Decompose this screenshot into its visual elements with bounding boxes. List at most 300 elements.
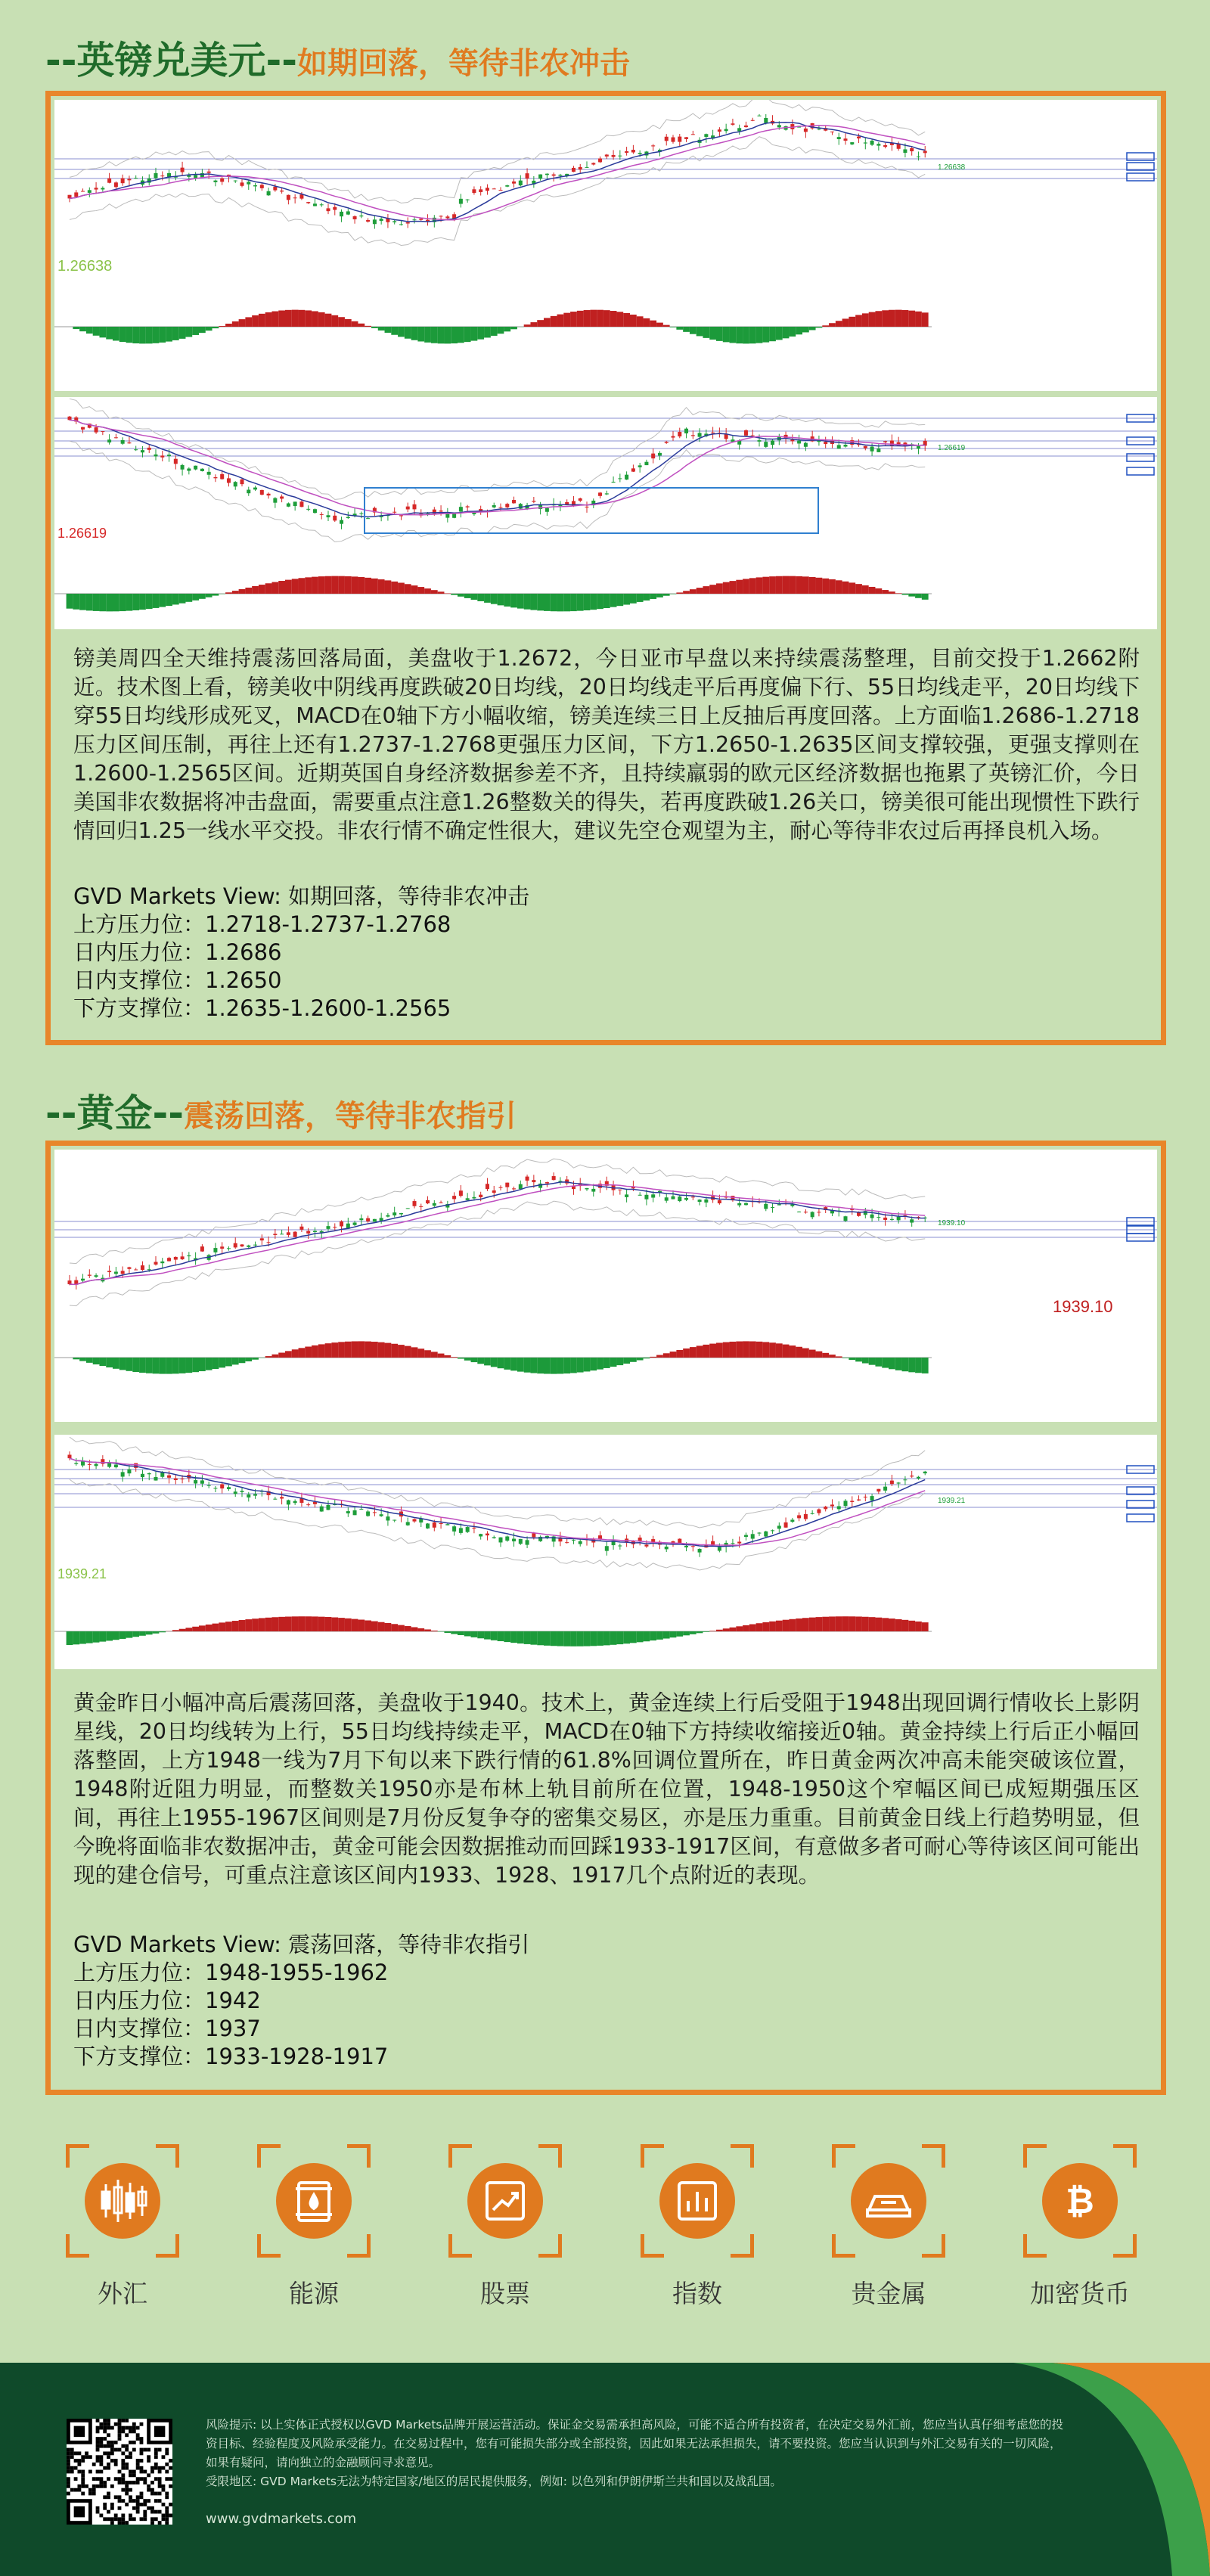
- candle: [505, 1535, 509, 1541]
- candle: [141, 1470, 144, 1482]
- candle: [771, 439, 774, 448]
- candle: [346, 209, 350, 215]
- candle: [121, 1266, 125, 1277]
- candle: [638, 1535, 642, 1546]
- candle: [638, 463, 642, 473]
- candle: [804, 127, 808, 138]
- view-title: GVD Markets View: 如期回落，等待非农冲击: [73, 883, 530, 909]
- bitcoin-icon: [1042, 2163, 1118, 2239]
- title-main: 英镑兑美元: [76, 39, 266, 82]
- candle: [731, 119, 734, 126]
- candle: [512, 178, 516, 188]
- candle: [910, 1471, 914, 1478]
- candle: [380, 1213, 383, 1224]
- candle: [426, 1196, 430, 1204]
- gold-chart-1: [54, 1150, 1157, 1422]
- candle: [552, 1172, 556, 1181]
- candle: [445, 1201, 449, 1212]
- candlestick-icon: [85, 2163, 160, 2239]
- candle: [631, 464, 635, 472]
- candle: [923, 1471, 927, 1476]
- candle: [240, 178, 244, 188]
- candle: [883, 143, 887, 148]
- candle: [154, 1256, 158, 1265]
- level-row: 日内支撑位：1937: [73, 2016, 261, 2041]
- category-label: 指数: [672, 2279, 722, 2308]
- candle: [824, 1506, 827, 1511]
- candle: [625, 1189, 628, 1203]
- candle: [644, 1190, 648, 1206]
- price-marker: 1.26619: [938, 444, 966, 452]
- candle: [181, 1252, 185, 1260]
- candle: [353, 216, 357, 224]
- candle: [857, 1495, 861, 1501]
- candle: [618, 1190, 622, 1195]
- candle: [313, 199, 317, 206]
- candle: [605, 491, 609, 495]
- candle: [526, 168, 529, 185]
- candle: [74, 1458, 78, 1466]
- price-label: 1.26619: [57, 526, 107, 541]
- candle: [234, 1488, 237, 1497]
- candle: [552, 172, 556, 182]
- candle: [141, 1262, 144, 1271]
- candle: [299, 1224, 303, 1232]
- candle: [691, 131, 695, 135]
- candle: [724, 428, 728, 442]
- candle: [287, 502, 290, 507]
- candle: [830, 1209, 834, 1216]
- candle: [127, 1267, 131, 1274]
- candle: [121, 437, 125, 445]
- candle: [353, 1507, 357, 1516]
- candle: [181, 464, 185, 475]
- candle: [107, 1265, 111, 1277]
- candle: [340, 209, 343, 222]
- candle: [684, 427, 688, 438]
- candle: [81, 1457, 85, 1468]
- category-precious-metals[interactable]: [828, 2144, 949, 2310]
- candle: [406, 503, 410, 513]
- candle: [731, 1196, 734, 1202]
- candle: [678, 428, 681, 439]
- candle: [273, 497, 277, 507]
- candle: [406, 217, 410, 228]
- candle: [737, 1197, 741, 1207]
- candle: [439, 1201, 443, 1204]
- candle: [406, 1208, 410, 1209]
- candle: [81, 188, 85, 191]
- candle: [777, 1200, 781, 1206]
- svg-text:₿: ₿: [1066, 2180, 1094, 2221]
- candle: [618, 151, 622, 160]
- candle: [95, 1463, 98, 1469]
- footer: [0, 2363, 1210, 2576]
- category-label: 加密货币: [1030, 2279, 1130, 2308]
- level-row: 日内压力位：1942: [73, 1988, 261, 2013]
- candle: [466, 1526, 470, 1533]
- candle: [293, 1231, 297, 1237]
- candle: [107, 1460, 111, 1469]
- candle: [519, 1539, 523, 1545]
- candle: [492, 188, 496, 190]
- candle: [678, 134, 681, 146]
- candle: [459, 502, 463, 517]
- candle: [704, 134, 708, 143]
- candle: [864, 1208, 867, 1218]
- candle: [392, 1519, 396, 1522]
- candle: [413, 1199, 417, 1208]
- category-indices[interactable]: [637, 2144, 758, 2310]
- candle: [598, 157, 602, 163]
- candle: [227, 1485, 231, 1491]
- candle: [174, 1474, 178, 1484]
- candle: [903, 1476, 907, 1485]
- candle: [373, 1219, 377, 1222]
- candle: [101, 431, 104, 435]
- candle: [333, 511, 337, 522]
- candle: [346, 1218, 350, 1229]
- candle: [883, 441, 887, 445]
- candle: [313, 1227, 317, 1238]
- candle: [724, 1191, 728, 1200]
- risk-warning-text: 风险提示: 以上实体正式授权以GVD Markets品牌开展运营活动。保证金交易需承担高风险，可能不适合所有投资者，在决定交易外汇前，您应当认真仔细考虑您的投资目标、经验程度及风险承受能力。在交易过程中，您有可能损失部分或全部投资，因此如果无法承担损失，请不要投资。您应当认识到与外汇交易有关的一切风险，如果有疑问，请向独立的金融顾问寻求意见。: [206, 2418, 1063, 2469]
- level-row: 日内压力位：1.2686: [73, 939, 282, 965]
- candle: [605, 1177, 609, 1190]
- candle: [890, 138, 894, 151]
- candle: [711, 427, 715, 439]
- candle: [777, 434, 781, 445]
- candle: [558, 1532, 562, 1546]
- candle: [545, 173, 549, 178]
- gold-view-block: [73, 1931, 1132, 2071]
- candle: [631, 145, 635, 154]
- candle: [154, 449, 158, 461]
- candle: [844, 1215, 848, 1221]
- level-row: 下方支撑位：1933-1928-1917: [73, 2044, 389, 2069]
- candle: [744, 1532, 748, 1540]
- candle: [399, 515, 403, 520]
- candle: [572, 1539, 576, 1544]
- level-row: 上方压力位：1948-1955-1962: [73, 1960, 389, 1985]
- candle: [499, 1185, 503, 1190]
- candle: [260, 183, 264, 191]
- candle: [280, 1230, 284, 1234]
- candle: [445, 1523, 449, 1525]
- risk-note: [206, 2416, 1068, 2491]
- candle: [651, 144, 655, 151]
- candle: [691, 430, 695, 439]
- candle: [160, 1258, 164, 1268]
- candle: [273, 184, 277, 192]
- candle: [579, 498, 582, 502]
- price-label: 1939.21: [57, 1566, 107, 1581]
- gbp-chart-1-svg: [54, 100, 1157, 391]
- candle: [452, 1192, 456, 1203]
- candle: [658, 451, 662, 460]
- category-forex[interactable]: [62, 2144, 183, 2310]
- candle: [890, 434, 894, 449]
- candle: [220, 1242, 224, 1254]
- candle: [200, 468, 204, 471]
- gold-chart-2: [54, 1435, 1157, 1669]
- price-label: 1939.10: [1053, 1297, 1113, 1316]
- category-stocks[interactable]: [445, 2144, 566, 2310]
- candle: [658, 148, 662, 156]
- candle: [618, 1544, 622, 1550]
- candle: [519, 1181, 523, 1190]
- candle: [327, 204, 330, 215]
- candle: [651, 448, 655, 464]
- candle: [804, 1209, 808, 1214]
- title-dash: --: [265, 39, 298, 82]
- candle: [313, 508, 317, 514]
- bar-index-icon: [659, 2163, 735, 2239]
- candle: [505, 503, 509, 510]
- candle: [711, 1535, 715, 1545]
- title-subtitle: 如期回落，等待非农冲击: [297, 46, 631, 81]
- candle: [127, 175, 131, 185]
- candle: [95, 1273, 98, 1277]
- oil-barrel-icon: [276, 2163, 352, 2239]
- candle: [267, 188, 271, 196]
- candle: [658, 1190, 662, 1196]
- candle: [147, 444, 151, 453]
- candle: [101, 1455, 104, 1466]
- candle: [386, 1213, 389, 1218]
- candle: [280, 495, 284, 502]
- candle: [505, 185, 509, 187]
- gold-chart-1-svg: [54, 1150, 1157, 1422]
- category-label: 能源: [289, 2279, 339, 2308]
- candle: [359, 511, 363, 518]
- price-marker: 1939.21: [938, 1497, 966, 1505]
- candle: [698, 137, 702, 147]
- candle: [392, 1207, 396, 1218]
- candle: [373, 216, 377, 228]
- candle: [605, 1541, 609, 1556]
- candle: [213, 1486, 217, 1492]
- category-label: 贵金属: [851, 2279, 926, 2308]
- candle: [744, 1203, 748, 1206]
- candle: [638, 1192, 642, 1196]
- candle: [572, 166, 576, 172]
- gbp-analysis-text: 镑美周四全天维持震荡回落局面，美盘收于1.2672，今日亚市早盘以来持续震荡整理，目前交投于1.2662附近。技术图上看，镑美收中阴线再度跌破20日均线，20日均线走平后再度偏下行、55日均线走平，20日均线下穿55日均线形成死叉，MACD在0轴下方小幅收缩，镑美连续三日上反抽后再度回落。上方面临1.2686-1.2718压力区间压制，再往上还有1.2737-1.2768更强压力区间，下方1.2650-1.2635区间支撑较强，更强支撑则在1.2600-1.2565区间。近期英国自身经济数据参差不齐，且持续羸弱的欧元区经济数据也拖累了英镑汇价，今日美国非农数据将冲击盘面，需要重点注意1.26整数关的得失，若再度跌破1.26关口，镑美很可能出现惯性下跌行情回归1.25一线水平交投。非农行情不确定性很大，建议先空仓观望为主，耐心等待非农过后再择良机入场。: [73, 646, 1140, 843]
- candle: [340, 517, 343, 529]
- candle: [406, 1518, 410, 1526]
- candle: [366, 1510, 370, 1516]
- candle: [579, 1539, 582, 1546]
- candle: [200, 1475, 204, 1487]
- candle: [811, 1212, 814, 1219]
- candle: [121, 1469, 125, 1482]
- candle: [114, 1267, 118, 1277]
- candle: [287, 1500, 290, 1510]
- candle: [240, 1244, 244, 1247]
- candle: [486, 185, 489, 195]
- candle: [134, 1268, 138, 1270]
- candle: [538, 174, 542, 180]
- candle: [247, 180, 250, 190]
- candle: [512, 497, 516, 504]
- candle: [234, 180, 237, 183]
- candle: [698, 1548, 702, 1557]
- candle: [923, 146, 927, 157]
- candle: [320, 203, 324, 207]
- title-main: 黄金: [76, 1091, 153, 1135]
- candle: [857, 439, 861, 447]
- candle: [346, 1507, 350, 1517]
- candle: [625, 147, 628, 156]
- candle: [426, 214, 430, 225]
- candle: [194, 1252, 197, 1265]
- gbp-chart-2: [54, 397, 1157, 629]
- candle: [293, 501, 297, 511]
- candle: [698, 1200, 702, 1206]
- candle: [426, 1523, 430, 1529]
- gold-bar-icon: [851, 2163, 926, 2239]
- candle: [711, 1190, 715, 1203]
- candle: [74, 190, 78, 197]
- candle: [267, 492, 271, 498]
- candle: [512, 1187, 516, 1191]
- candle: [445, 508, 449, 523]
- candle: [74, 1277, 78, 1290]
- candle: [737, 125, 741, 135]
- candle: [538, 1180, 542, 1192]
- candle: [758, 114, 762, 116]
- candle: [413, 1519, 417, 1523]
- candle: [837, 133, 841, 145]
- candle: [665, 1544, 669, 1552]
- candle: [260, 489, 264, 495]
- candle: [167, 1257, 171, 1262]
- candle: [876, 1489, 880, 1494]
- gbp-chart-1: [54, 100, 1157, 391]
- title-dash: --: [45, 1091, 77, 1135]
- candle: [121, 175, 125, 186]
- candle: [380, 217, 383, 225]
- candle: [486, 1531, 489, 1540]
- title-subtitle: 震荡回落，等待非农指引: [184, 1099, 517, 1134]
- candle: [499, 1537, 503, 1547]
- category-crypto[interactable]: [1019, 2144, 1140, 2310]
- candle: [207, 467, 211, 480]
- category-label: 外汇: [98, 2279, 147, 2308]
- candle: [618, 473, 622, 482]
- candle: [718, 127, 721, 137]
- candle: [771, 1203, 774, 1212]
- candle: [744, 430, 748, 436]
- website-link[interactable]: www.gvdmarkets.com: [206, 2511, 357, 2527]
- candle: [850, 1205, 854, 1215]
- candle: [253, 183, 257, 191]
- candle: [359, 209, 363, 218]
- candle: [187, 467, 191, 475]
- candle: [897, 141, 901, 151]
- candle: [605, 154, 609, 160]
- candle: [88, 1269, 92, 1278]
- candle: [253, 486, 257, 491]
- candle: [784, 1517, 788, 1528]
- candle: [870, 139, 874, 146]
- candle: [306, 1503, 310, 1507]
- candle: [147, 1473, 151, 1480]
- candle: [804, 442, 808, 451]
- candle: [492, 503, 496, 509]
- candle: [306, 505, 310, 511]
- candle: [585, 1188, 589, 1191]
- level-row: 下方支撑位：1.2635-1.2600-1.2565: [73, 995, 451, 1021]
- candle: [499, 187, 503, 191]
- gbp-section-title: [45, 30, 630, 85]
- candle: [876, 142, 880, 151]
- candle: [306, 202, 310, 204]
- candle: [154, 1472, 158, 1481]
- candle: [558, 1177, 562, 1184]
- candle: [684, 1193, 688, 1201]
- gold-chart-2-svg: [54, 1435, 1157, 1669]
- candle: [771, 1529, 774, 1534]
- candle: [459, 194, 463, 207]
- candle: [651, 1536, 655, 1547]
- candle: [466, 1193, 470, 1200]
- candle: [466, 199, 470, 203]
- candle: [386, 214, 389, 228]
- candle: [718, 427, 721, 437]
- candle: [472, 1523, 476, 1533]
- candle: [744, 122, 748, 128]
- candle: [751, 118, 755, 122]
- candle: [665, 1193, 669, 1203]
- candle: [844, 133, 848, 144]
- candle: [194, 465, 197, 470]
- candle: [200, 169, 204, 178]
- candle: [698, 428, 702, 442]
- candle: [88, 188, 92, 197]
- candle: [612, 150, 616, 160]
- candle: [213, 179, 217, 186]
- candle: [160, 451, 164, 461]
- candle: [579, 164, 582, 173]
- candle: [612, 1535, 616, 1550]
- candle: [472, 186, 476, 194]
- candle: [141, 446, 144, 458]
- candle: [181, 162, 185, 175]
- candle: [665, 134, 669, 145]
- candle: [234, 481, 237, 490]
- view-title: GVD Markets View: 震荡回落，等待非农指引: [73, 1932, 530, 1957]
- price-marker: 1939.10: [938, 1219, 966, 1227]
- candle: [585, 161, 589, 168]
- candle: [439, 1517, 443, 1529]
- candle: [771, 115, 774, 125]
- candle: [492, 1535, 496, 1538]
- restricted-region-text: 受限地区: GVD Markets无法为特定国家/地区的居民提供服务，例如: 以色列和伊朗伊斯兰共和国以及战乱国。: [206, 2475, 782, 2488]
- candle: [672, 135, 675, 144]
- candle: [678, 1195, 681, 1202]
- price-marker: 1.26638: [938, 163, 966, 172]
- category-energy[interactable]: [253, 2144, 374, 2310]
- candle: [81, 427, 85, 433]
- gbp-panel: [45, 91, 1166, 1045]
- candle: [287, 194, 290, 204]
- candle: [777, 1522, 781, 1532]
- candle: [532, 497, 535, 503]
- candle: [174, 455, 178, 469]
- candle: [864, 138, 867, 149]
- candle: [194, 172, 197, 181]
